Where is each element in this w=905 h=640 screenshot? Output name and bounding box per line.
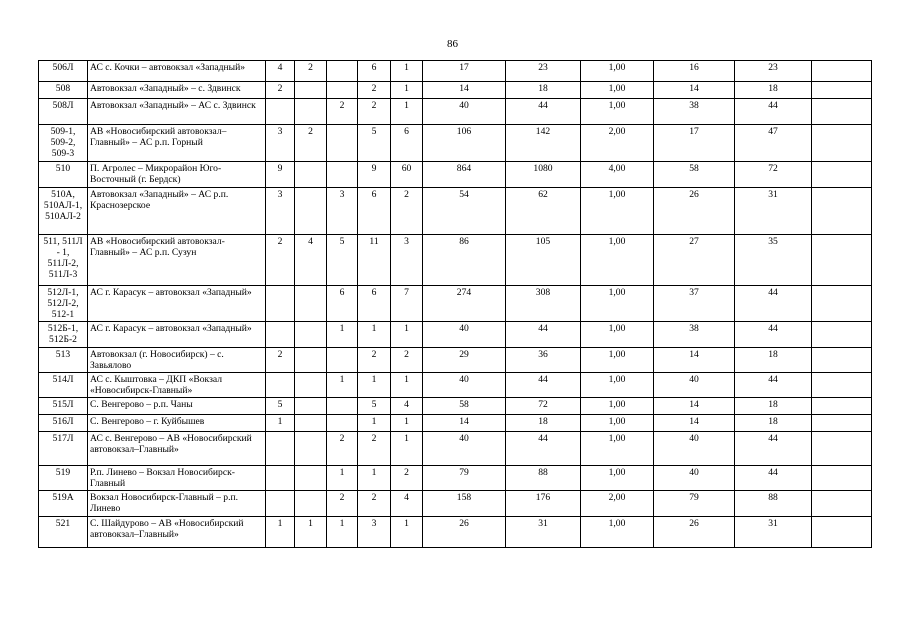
value-cell (295, 322, 327, 348)
table-row (39, 415, 872, 432)
value-cell (812, 398, 872, 415)
value-cell (812, 466, 872, 491)
value-cell: 40 (423, 373, 506, 398)
value-cell: 44 (735, 373, 812, 398)
value-cell: 72 (735, 162, 812, 188)
value-cell (812, 286, 872, 322)
value-cell: 1,00 (581, 432, 654, 466)
route-number-cell: 521 (39, 517, 88, 548)
value-cell: 44 (735, 466, 812, 491)
route-name-cell: Автовокзал «Западный» – АС р.п. Краснозерское (88, 188, 266, 235)
value-cell: 6 (358, 188, 391, 235)
value-cell: 2 (391, 348, 423, 373)
table-row (39, 466, 872, 491)
route-name-cell: АС с. Кочки – автовокзал «Западный» (88, 61, 266, 82)
value-cell (812, 322, 872, 348)
value-cell (812, 99, 872, 125)
value-cell: 86 (423, 235, 506, 286)
route-number-cell: 510А, 510АЛ-1, 510АЛ-2 (39, 188, 88, 235)
value-cell: 18 (735, 398, 812, 415)
value-cell: 4 (391, 398, 423, 415)
value-cell: 26 (423, 517, 506, 548)
page-number: 86 (447, 38, 458, 50)
value-cell (266, 432, 295, 466)
value-cell: 40 (423, 99, 506, 125)
value-cell (327, 125, 358, 162)
value-cell (295, 415, 327, 432)
route-name-cell: Автовокзал «Западный» – с. Здвинск (88, 82, 266, 99)
value-cell: 1 (391, 517, 423, 548)
route-number-cell: 508Л (39, 99, 88, 125)
table-row (39, 286, 872, 322)
value-cell: 27 (654, 235, 735, 286)
value-cell (295, 286, 327, 322)
route-name-cell: Автовокзал (г. Новосибирск) – с. Завьялово (88, 348, 266, 373)
value-cell (327, 398, 358, 415)
value-cell: 60 (391, 162, 423, 188)
value-cell: 308 (506, 286, 581, 322)
value-cell: 44 (506, 99, 581, 125)
value-cell: 1,00 (581, 415, 654, 432)
value-cell: 40 (423, 432, 506, 466)
route-number-cell: 517Л (39, 432, 88, 466)
value-cell (812, 235, 872, 286)
value-cell: 2 (358, 432, 391, 466)
route-number-cell: 506Л (39, 61, 88, 82)
value-cell: 2 (358, 82, 391, 99)
value-cell: 31 (735, 517, 812, 548)
table-row (39, 517, 872, 548)
route-name-cell: Автовокзал «Западный» – АС с. Здвинск (88, 99, 266, 125)
value-cell: 1,00 (581, 286, 654, 322)
value-cell: 1 (391, 373, 423, 398)
value-cell: 31 (506, 517, 581, 548)
value-cell: 44 (735, 322, 812, 348)
table-row (39, 61, 872, 82)
value-cell: 2 (266, 235, 295, 286)
value-cell: 23 (506, 61, 581, 82)
value-cell: 38 (654, 99, 735, 125)
table-row (39, 432, 872, 466)
value-cell: 1 (391, 82, 423, 99)
value-cell (266, 466, 295, 491)
routes-table (38, 60, 872, 548)
value-cell: 5 (327, 235, 358, 286)
value-cell: 6 (358, 286, 391, 322)
value-cell: 14 (423, 415, 506, 432)
value-cell: 79 (423, 466, 506, 491)
value-cell: 1,00 (581, 517, 654, 548)
value-cell: 16 (654, 61, 735, 82)
value-cell (295, 432, 327, 466)
value-cell: 37 (654, 286, 735, 322)
value-cell (295, 348, 327, 373)
value-cell: 3 (391, 235, 423, 286)
table-row (39, 188, 872, 235)
value-cell: 1 (358, 373, 391, 398)
value-cell: 18 (735, 415, 812, 432)
value-cell (295, 373, 327, 398)
value-cell: 1 (391, 61, 423, 82)
value-cell: 62 (506, 188, 581, 235)
value-cell: 44 (735, 99, 812, 125)
value-cell: 2 (358, 99, 391, 125)
value-cell: 14 (654, 398, 735, 415)
value-cell: 1 (391, 322, 423, 348)
value-cell: 2 (327, 491, 358, 517)
value-cell: 1080 (506, 162, 581, 188)
value-cell: 1,00 (581, 348, 654, 373)
value-cell: 1 (266, 517, 295, 548)
value-cell: 5 (358, 125, 391, 162)
value-cell: 3 (266, 125, 295, 162)
value-cell: 40 (654, 373, 735, 398)
value-cell: 1 (327, 322, 358, 348)
route-name-cell: АС с. Кыштовка – ДКП «Вокзал «Новосибирск-Главный» (88, 373, 266, 398)
value-cell: 158 (423, 491, 506, 517)
value-cell: 1,00 (581, 61, 654, 82)
route-name-cell: С. Венгерово – г. Куйбышев (88, 415, 266, 432)
value-cell: 44 (735, 432, 812, 466)
route-number-cell: 508 (39, 82, 88, 99)
value-cell (266, 491, 295, 517)
route-name-cell: АС г. Карасук – автовокзал «Западный» (88, 322, 266, 348)
value-cell: 26 (654, 517, 735, 548)
value-cell: 36 (506, 348, 581, 373)
value-cell (266, 286, 295, 322)
value-cell: 40 (654, 466, 735, 491)
value-cell: 1 (327, 373, 358, 398)
value-cell (812, 432, 872, 466)
value-cell: 35 (735, 235, 812, 286)
route-number-cell: 509-1, 509-2, 509-3 (39, 125, 88, 162)
value-cell: 54 (423, 188, 506, 235)
route-number-cell: 513 (39, 348, 88, 373)
route-name-cell: С. Шайдурово – АВ «Новосибирский автовокзал–Главный» (88, 517, 266, 548)
value-cell: 14 (654, 348, 735, 373)
value-cell: 1,00 (581, 373, 654, 398)
route-name-cell: АВ «Новосибирский автовокзал-Главный» – АС р.п. Сузун (88, 235, 266, 286)
value-cell: 4 (266, 61, 295, 82)
value-cell: 58 (423, 398, 506, 415)
table-row (39, 322, 872, 348)
value-cell: 4,00 (581, 162, 654, 188)
value-cell: 176 (506, 491, 581, 517)
value-cell: 2 (327, 99, 358, 125)
value-cell: 2 (391, 188, 423, 235)
value-cell (295, 491, 327, 517)
value-cell: 1 (391, 432, 423, 466)
table-row (39, 348, 872, 373)
route-name-cell: АС с. Венгерово – АВ «Новосибирский автовокзал–Главный» (88, 432, 266, 466)
route-number-cell: 516Л (39, 415, 88, 432)
value-cell: 40 (654, 432, 735, 466)
value-cell: 44 (506, 373, 581, 398)
value-cell (812, 61, 872, 82)
route-number-cell: 510 (39, 162, 88, 188)
value-cell: 11 (358, 235, 391, 286)
value-cell (327, 162, 358, 188)
value-cell: 1,00 (581, 188, 654, 235)
value-cell: 1 (295, 517, 327, 548)
value-cell: 5 (266, 398, 295, 415)
table-row (39, 491, 872, 517)
value-cell: 1 (358, 466, 391, 491)
value-cell: 18 (506, 82, 581, 99)
value-cell (812, 188, 872, 235)
route-name-cell: Вокзал Новосибирск-Главный – р.п. Линево (88, 491, 266, 517)
value-cell: 1,00 (581, 235, 654, 286)
value-cell: 1 (391, 99, 423, 125)
value-cell (327, 61, 358, 82)
value-cell: 44 (735, 286, 812, 322)
route-number-cell: 511, 511Л - 1, 511Л-2, 511Л-3 (39, 235, 88, 286)
value-cell: 58 (654, 162, 735, 188)
value-cell: 2 (358, 491, 391, 517)
value-cell: 72 (506, 398, 581, 415)
value-cell (812, 162, 872, 188)
value-cell (327, 348, 358, 373)
value-cell (812, 348, 872, 373)
value-cell: 3 (358, 517, 391, 548)
value-cell (812, 82, 872, 99)
value-cell: 1 (327, 466, 358, 491)
table-row (39, 235, 872, 286)
route-name-cell: АВ «Новосибирский автовокзал–Главный» – АС р.п. Горный (88, 125, 266, 162)
value-cell (295, 162, 327, 188)
value-cell: 2 (295, 125, 327, 162)
value-cell (812, 517, 872, 548)
value-cell (812, 373, 872, 398)
value-cell: 14 (654, 82, 735, 99)
value-cell: 5 (358, 398, 391, 415)
value-cell: 6 (358, 61, 391, 82)
route-name-cell: Р.п. Линево – Вокзал Новосибирск-Главный (88, 466, 266, 491)
value-cell (812, 125, 872, 162)
route-number-cell: 515Л (39, 398, 88, 415)
route-number-cell: 512Б-1, 512Б-2 (39, 322, 88, 348)
value-cell (266, 373, 295, 398)
value-cell: 79 (654, 491, 735, 517)
table-row (39, 82, 872, 99)
value-cell: 1 (327, 517, 358, 548)
value-cell: 1,00 (581, 466, 654, 491)
value-cell (812, 415, 872, 432)
value-cell (327, 415, 358, 432)
value-cell: 2,00 (581, 125, 654, 162)
value-cell: 2 (266, 82, 295, 99)
value-cell: 1,00 (581, 82, 654, 99)
value-cell: 1 (266, 415, 295, 432)
route-name-cell: П. Агролес – Микрорайон Юго-Восточный (г. Бердск) (88, 162, 266, 188)
route-name-cell: АС г. Карасук – автовокзал «Западный» (88, 286, 266, 322)
route-number-cell: 519 (39, 466, 88, 491)
value-cell: 3 (266, 188, 295, 235)
value-cell: 14 (654, 415, 735, 432)
value-cell (295, 398, 327, 415)
value-cell: 106 (423, 125, 506, 162)
value-cell: 7 (391, 286, 423, 322)
value-cell (295, 188, 327, 235)
table-row (39, 398, 872, 415)
value-cell: 44 (506, 322, 581, 348)
value-cell (295, 82, 327, 99)
value-cell: 88 (735, 491, 812, 517)
value-cell: 4 (295, 235, 327, 286)
value-cell: 1,00 (581, 398, 654, 415)
route-name-cell: С. Венгерово – р.п. Чаны (88, 398, 266, 415)
value-cell: 1 (358, 322, 391, 348)
value-cell: 2 (358, 348, 391, 373)
route-number-cell: 519А (39, 491, 88, 517)
value-cell (812, 491, 872, 517)
value-cell: 2 (391, 466, 423, 491)
value-cell: 4 (391, 491, 423, 517)
value-cell: 142 (506, 125, 581, 162)
value-cell: 38 (654, 322, 735, 348)
value-cell: 17 (423, 61, 506, 82)
value-cell (266, 322, 295, 348)
value-cell: 23 (735, 61, 812, 82)
value-cell: 26 (654, 188, 735, 235)
value-cell: 2,00 (581, 491, 654, 517)
value-cell: 29 (423, 348, 506, 373)
value-cell (295, 99, 327, 125)
value-cell: 1 (391, 415, 423, 432)
value-cell: 44 (506, 432, 581, 466)
route-number-cell: 514Л (39, 373, 88, 398)
value-cell: 17 (654, 125, 735, 162)
table-row (39, 162, 872, 188)
value-cell: 40 (423, 322, 506, 348)
value-cell: 18 (735, 82, 812, 99)
value-cell: 14 (423, 82, 506, 99)
value-cell: 3 (327, 188, 358, 235)
value-cell: 1 (358, 415, 391, 432)
table-row (39, 373, 872, 398)
value-cell (295, 466, 327, 491)
value-cell: 18 (506, 415, 581, 432)
value-cell: 864 (423, 162, 506, 188)
value-cell: 9 (358, 162, 391, 188)
value-cell: 105 (506, 235, 581, 286)
table-body (39, 61, 872, 548)
table-row (39, 99, 872, 125)
value-cell: 88 (506, 466, 581, 491)
value-cell: 6 (327, 286, 358, 322)
table-row (39, 125, 872, 162)
value-cell: 6 (391, 125, 423, 162)
value-cell: 31 (735, 188, 812, 235)
value-cell: 1,00 (581, 99, 654, 125)
value-cell: 47 (735, 125, 812, 162)
value-cell: 274 (423, 286, 506, 322)
value-cell: 2 (266, 348, 295, 373)
value-cell: 1,00 (581, 322, 654, 348)
route-number-cell: 512Л-1, 512Л-2, 512-1 (39, 286, 88, 322)
value-cell (266, 99, 295, 125)
value-cell: 9 (266, 162, 295, 188)
value-cell (327, 82, 358, 99)
value-cell: 2 (327, 432, 358, 466)
value-cell: 2 (295, 61, 327, 82)
value-cell: 18 (735, 348, 812, 373)
